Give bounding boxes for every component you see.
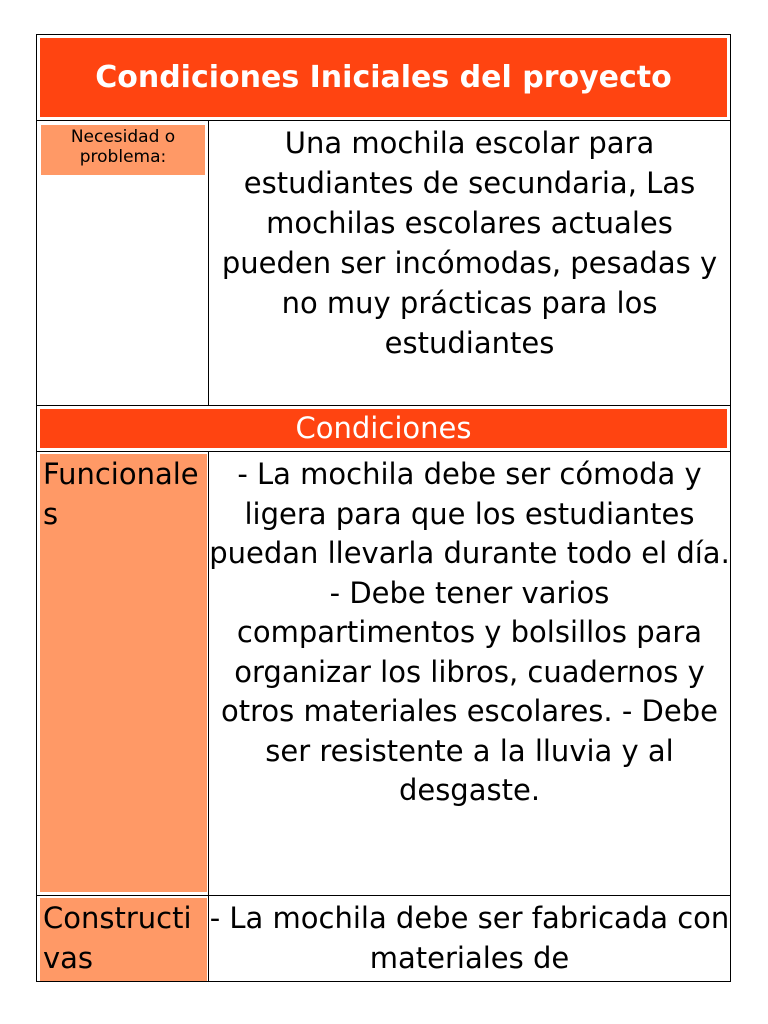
row-text-funcionales: - La mochila debe ser cómoda y ligera para que los estudiantes puedan llevarla durante todo el día. - Debe tener varios compartimentos y bolsillos para organizar los libros, cuadernos y otros materiales escolares. - Debe ser resistente a la lluvia y al desgaste. [209,457,730,807]
row-label-funcionales: Funcionales [40,454,207,892]
row-label-constructivas: Constructivas [40,898,207,982]
row-divider [37,895,730,896]
row-divider [37,405,730,406]
conditions-heading: Condiciones [40,409,727,448]
row-text-constructivas: - La mochila debe ser fabricada con materiales de [209,901,730,975]
row-divider [37,451,730,452]
conditions-table [36,34,731,982]
title-row [37,35,730,121]
table-title: Condiciones Iniciales del proyecto [40,38,727,117]
need-label: Necesidad o problema: [41,125,205,175]
need-text: Una mochila escolar para estudiantes de secundaria, Las mochilas escolares actuales pueden ser incómodas, pesadas y no muy prácticas para los estudiantes [221,126,718,360]
